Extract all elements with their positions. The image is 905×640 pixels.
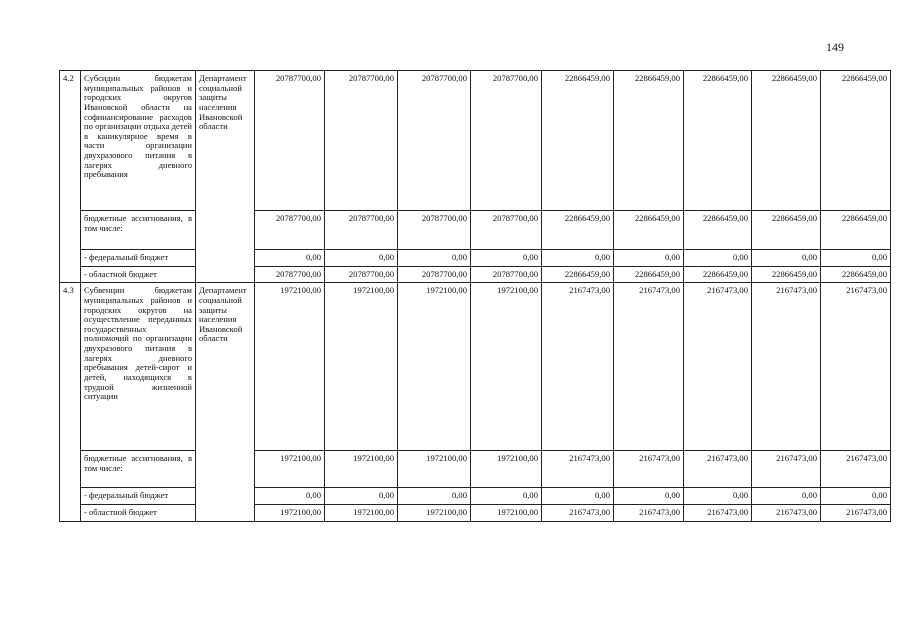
page-number: 149 — [826, 40, 844, 54]
row-description: Субсидии бюджетам муниципальных районов и городских округов Ивановской области на софинансирование расходов по организации отдыха детей в каникулярное время в части организации двухразового питания в лагерях дневного пребывания — [81, 71, 196, 211]
value-cell: 0,00 — [614, 250, 684, 267]
value-cell: 1972100,00 — [398, 283, 471, 451]
value-cell: 0,00 — [255, 250, 325, 267]
value-cell: 22866459,00 — [614, 71, 684, 211]
value-cell: 0,00 — [684, 488, 752, 505]
value-cell: 2167473,00 — [752, 504, 821, 521]
value-cell: 22866459,00 — [614, 211, 684, 250]
table-row — [60, 488, 891, 505]
value-cell: 1972100,00 — [255, 451, 325, 488]
value-cell: 22866459,00 — [684, 211, 752, 250]
value-cell: 2167473,00 — [542, 504, 614, 521]
subrow-label: - областной бюджет — [81, 504, 196, 521]
table-row — [60, 266, 891, 283]
value-cell: 22866459,00 — [752, 71, 821, 211]
value-cell: 22866459,00 — [821, 71, 891, 211]
value-cell: 22866459,00 — [684, 71, 752, 211]
table-row — [60, 71, 891, 211]
value-cell: 1972100,00 — [471, 451, 542, 488]
value-cell: 0,00 — [471, 250, 542, 267]
value-cell: 0,00 — [398, 488, 471, 505]
value-cell: 20787700,00 — [255, 211, 325, 250]
value-cell: 20787700,00 — [325, 71, 398, 211]
subrow-label: - федеральный бюджет — [81, 488, 196, 505]
value-cell: 2167473,00 — [752, 283, 821, 451]
table-row — [60, 283, 891, 451]
value-cell: 0,00 — [542, 488, 614, 505]
table-row — [60, 211, 891, 250]
value-cell: 2167473,00 — [684, 504, 752, 521]
value-cell: 20787700,00 — [255, 266, 325, 283]
value-cell: 2167473,00 — [542, 451, 614, 488]
value-cell: 2167473,00 — [821, 283, 891, 451]
value-cell: 2167473,00 — [821, 451, 891, 488]
subrow-label: бюджетные ассигнования, в том числе: — [81, 451, 196, 488]
row-index: 4.2 — [60, 71, 81, 283]
value-cell: 2167473,00 — [821, 504, 891, 521]
subrow-label: - областной бюджет — [81, 266, 196, 283]
value-cell: 20787700,00 — [325, 266, 398, 283]
value-cell: 1972100,00 — [325, 451, 398, 488]
value-cell: 20787700,00 — [398, 211, 471, 250]
value-cell: 1972100,00 — [255, 283, 325, 451]
row-executor: Департамент социальной защиты населения Ивановской области — [196, 283, 255, 521]
value-cell: 0,00 — [752, 488, 821, 505]
value-cell: 1972100,00 — [471, 504, 542, 521]
value-cell: 22866459,00 — [684, 266, 752, 283]
value-cell: 22866459,00 — [542, 266, 614, 283]
value-cell: 2167473,00 — [684, 451, 752, 488]
value-cell: 20787700,00 — [471, 71, 542, 211]
value-cell: 1972100,00 — [325, 504, 398, 521]
value-cell: 1972100,00 — [471, 283, 542, 451]
value-cell: 20787700,00 — [471, 211, 542, 250]
value-cell: 22866459,00 — [752, 266, 821, 283]
value-cell: 20787700,00 — [255, 71, 325, 211]
value-cell: 0,00 — [398, 250, 471, 267]
value-cell: 0,00 — [684, 250, 752, 267]
value-cell: 20787700,00 — [471, 266, 542, 283]
table-row — [60, 504, 891, 521]
value-cell: 0,00 — [542, 250, 614, 267]
value-cell: 2167473,00 — [752, 451, 821, 488]
value-cell: 1972100,00 — [398, 504, 471, 521]
value-cell: 0,00 — [325, 250, 398, 267]
row-index: 4.3 — [60, 283, 81, 521]
value-cell: 0,00 — [471, 488, 542, 505]
value-cell: 0,00 — [752, 250, 821, 267]
value-cell: 20787700,00 — [398, 266, 471, 283]
subrow-label: - федеральный бюджет — [81, 250, 196, 267]
value-cell: 20787700,00 — [325, 211, 398, 250]
value-cell: 2167473,00 — [614, 451, 684, 488]
value-cell: 1972100,00 — [398, 451, 471, 488]
value-cell: 2167473,00 — [542, 283, 614, 451]
subrow-label: бюджетные ассигнования, в том числе: — [81, 211, 196, 250]
row-description: Субвенции бюджетам муниципальных районов и городских округов на осуществление переданных государственных полномочий по организации двухразового питания в лагерях дневного пребывания детей-сирот и детей, находящихся в трудной жизненной ситуации — [81, 283, 196, 451]
row-executor: Департамент социальной защиты населения Ивановской области — [196, 71, 255, 283]
value-cell: 0,00 — [821, 250, 891, 267]
table-row — [60, 451, 891, 488]
value-cell: 2167473,00 — [614, 504, 684, 521]
value-cell: 22866459,00 — [821, 266, 891, 283]
value-cell: 2167473,00 — [614, 283, 684, 451]
value-cell: 20787700,00 — [398, 71, 471, 211]
value-cell: 2167473,00 — [684, 283, 752, 451]
value-cell: 0,00 — [255, 488, 325, 505]
value-cell: 0,00 — [325, 488, 398, 505]
value-cell: 0,00 — [821, 488, 891, 505]
value-cell: 22866459,00 — [542, 211, 614, 250]
budget-table — [59, 70, 891, 522]
value-cell: 1972100,00 — [325, 283, 398, 451]
value-cell: 0,00 — [614, 488, 684, 505]
value-cell: 22866459,00 — [542, 71, 614, 211]
value-cell: 22866459,00 — [821, 211, 891, 250]
table-row — [60, 250, 891, 267]
value-cell: 22866459,00 — [614, 266, 684, 283]
value-cell: 1972100,00 — [255, 504, 325, 521]
value-cell: 22866459,00 — [752, 211, 821, 250]
